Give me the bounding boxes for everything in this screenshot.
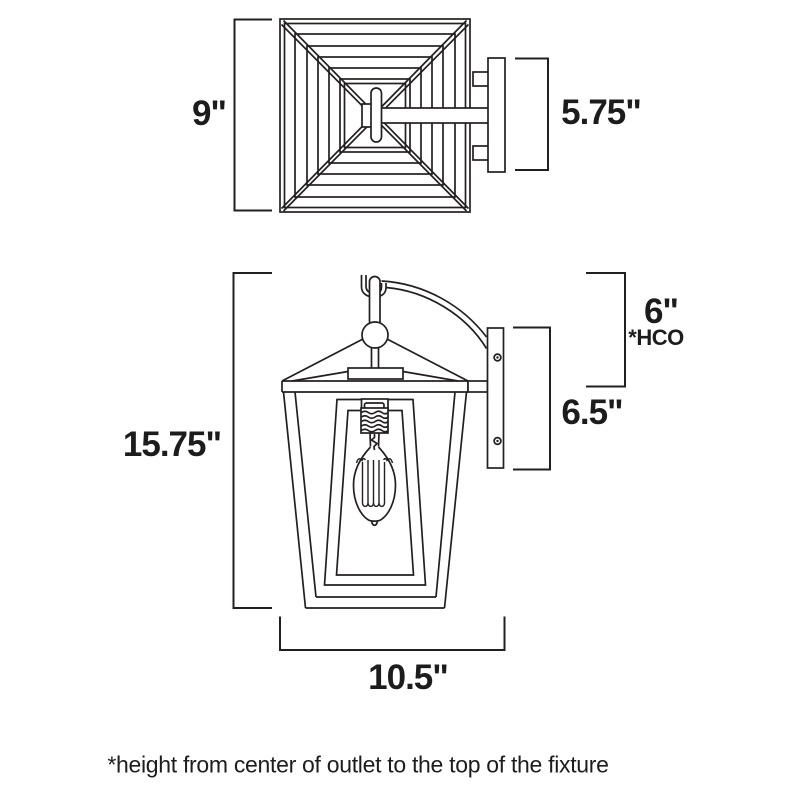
roof-cap-block	[348, 368, 403, 379]
side-view-drawing	[282, 275, 504, 608]
hco-height-label: 6"	[643, 292, 679, 331]
hco-abbreviation-label: *HCO	[628, 325, 684, 350]
wall-backplate	[488, 328, 504, 468]
top-view-drawing	[280, 19, 505, 212]
bracket-projection	[280, 617, 505, 651]
bracket-backplate-height	[513, 328, 550, 470]
backplate-screw-top-dot	[496, 356, 498, 358]
backplate-depth-label: 5.75"	[561, 93, 641, 132]
fixture-height-label: 15.75"	[122, 425, 222, 464]
top-view-finial	[371, 88, 382, 142]
bracket-fixture-height	[234, 273, 273, 608]
footnote: *height from center of outlet to the top of the fixture	[107, 751, 609, 778]
mounting-ball	[362, 322, 388, 348]
bracket-hco	[586, 273, 625, 387]
support-arm	[468, 381, 488, 392]
bulb-filament	[357, 459, 393, 507]
backplate-screw-bottom-dot	[496, 440, 498, 442]
bracket-backplate-depth	[515, 59, 548, 171]
top-view-depth-label: 9"	[191, 94, 227, 133]
swan-arm	[382, 281, 487, 349]
bracket-top-view-depth	[235, 20, 273, 211]
backplate-height-label: 6.5"	[561, 393, 623, 432]
roof-stem	[372, 347, 379, 368]
projection-label: 10.5"	[368, 658, 448, 697]
finial-post	[370, 277, 381, 327]
